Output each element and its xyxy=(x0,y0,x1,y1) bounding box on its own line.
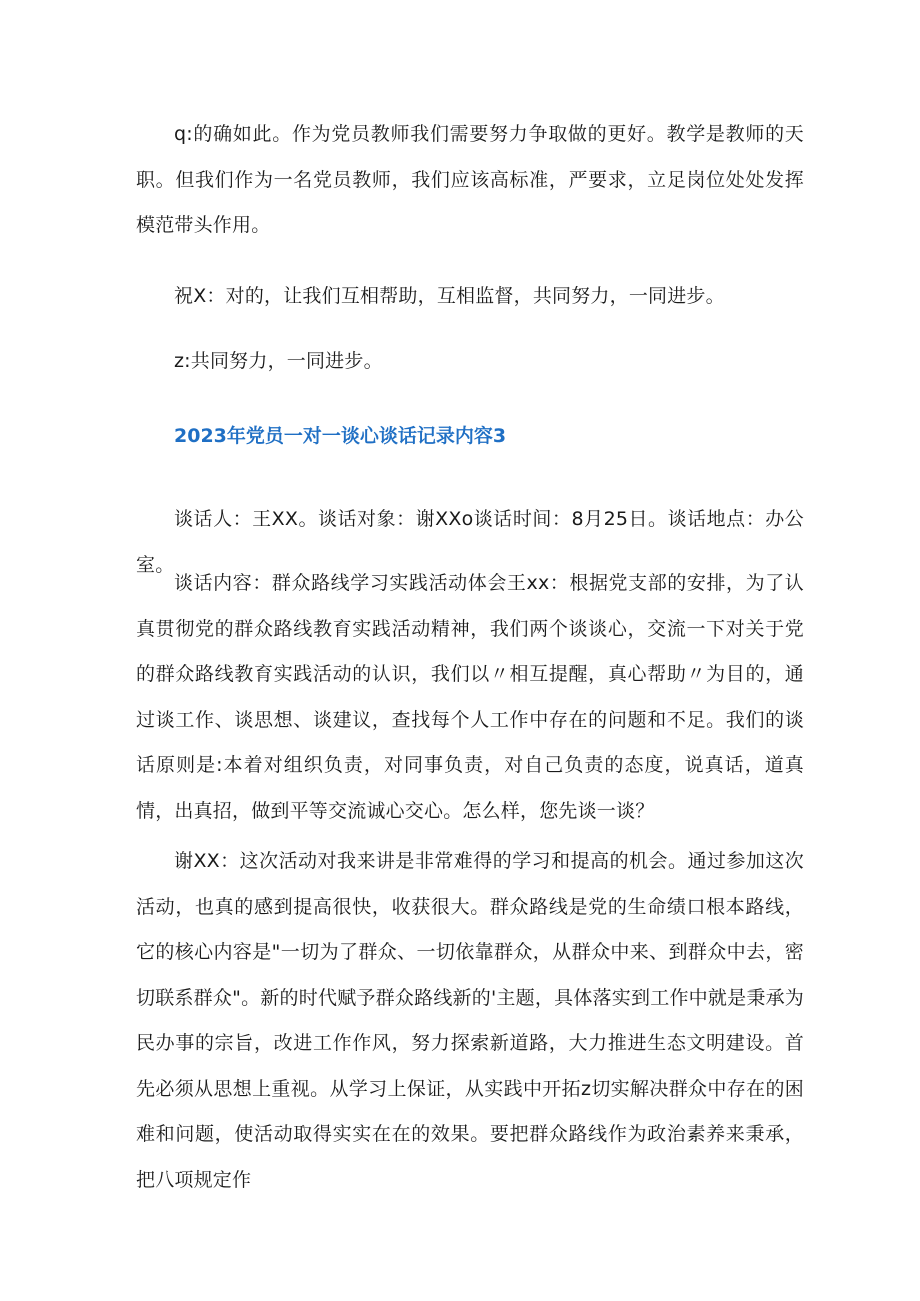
paragraph-meeting-info: 谈话人：王XX。谈话对象：谢XXo谈话时间：8月25日。谈话地点：办公室。 xyxy=(136,508,804,576)
paragraph-q-response: q:的确如此。作为党员教师我们需要努力争取做的更好。教学是教师的天职。但我们作为一名党员教师，我们应该高标准，严要求，立足岗位处处发挥模范带头作用。 xyxy=(136,123,804,236)
section-heading: 2023年党员一对一谈心谈话记录内容3 xyxy=(174,425,507,447)
paragraph-talk-content: 谈话内容：群众路线学习实践活动体会王xx：根据党支部的安排，为了认真贯彻党的群众路线教育实践活动精神，我们两个谈谈心，交流一下对关于党的群众路线教育实践活动的认识，我们以〃相互提醒，真心帮助〃为目的，通过谈工作、谈思想、谈建议，查找每个人工作中存在的问题和不足。我们的谈话原则是:本着对组织负责，对同事负责，对自己负责的态度，说真话，道真情，出真招，做到平等交流诚心交心。怎么样，您先谈一谈？ xyxy=(136,572,804,822)
paragraph-z-response: z:共同努力，一同进步。 xyxy=(174,350,383,372)
paragraph-zhu-response: 祝X：对的，让我们互相帮助，互相监督，共同努力，一同进步。 xyxy=(174,285,725,307)
paragraph-xie-response: 谢XX：这次活动对我来讲是非常难得的学习和提高的机会。通过参加这次活动，也真的感到提高很快，收获很大。群众路线是党的生命绩口根本路线，它的核心内容是"一切为了群众、一切依靠群众，从群众中来、到群众中去，密切联系群众"。新的时代赋予群众路线新的'主题，具体落实到工作中就是秉承为民办事的宗旨，改进工作作风，努力探索新道路，大力推进生态文明建设。首先必须从思想上重视。从学习上保证，从实践中开拓z切实解决群众中存在的困难和问题，使活动取得实实在在的效果。要把群众路线作为政治素养来秉承，把八项规定作 xyxy=(136,850,804,1191)
